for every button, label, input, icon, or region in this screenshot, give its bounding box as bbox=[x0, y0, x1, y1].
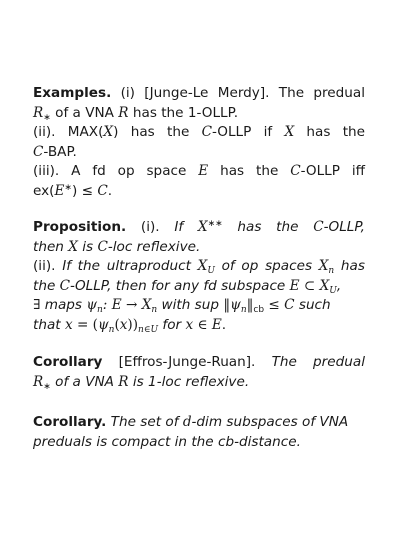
examples-line-3: (ii). MAX(X) has the C-OLLP if X has the bbox=[33, 124, 366, 141]
examples-line-5: (iii). A fd op space E has the C-OLLP iff bbox=[33, 163, 365, 180]
corollary-2-line-1: Corollary. The set of d-dim subspaces of VNA bbox=[33, 414, 349, 430]
corollary-1-block bbox=[33, 353, 365, 392]
proposition-heading: Proposition. bbox=[33, 219, 127, 235]
proposition-line-1: Proposition. (i). If X∗∗ has the C-OLLP, bbox=[33, 219, 366, 235]
examples-line-6: ex(E∗) ≤ C. bbox=[33, 182, 113, 199]
corollary-1-line-1: Corollary [Effros-Junge-Ruan]. The predual bbox=[33, 354, 365, 370]
proposition-line-6: that $x = (\psi_n(x))_{n\in U}$ for x ∈ E. bbox=[33, 316, 227, 335]
citation-junge-le-merdy: [Junge-Le Merdy]. bbox=[144, 85, 270, 101]
citation-effros-junge-ruan: [Effros-Junge-Ruan]. bbox=[118, 354, 256, 370]
examples-line-1: Examples. (i) [Junge-Le Merdy]. The predual bbox=[33, 85, 365, 101]
examples-line-4: C-BAP. bbox=[33, 143, 77, 160]
corollary-2-block bbox=[33, 413, 365, 452]
corollary-1-line-2: $R_∗$ of a VNA R is 1-loc reflexive. bbox=[33, 373, 250, 392]
corollary-2-heading: Corollary. bbox=[33, 414, 107, 430]
corollary-2-line-2: preduals is compact in the cb-distance. bbox=[33, 433, 301, 450]
proposition-block bbox=[33, 218, 365, 336]
examples-heading: Examples. bbox=[33, 85, 112, 101]
proposition-line-2: then X is C-loc reflexive. bbox=[33, 238, 201, 255]
examples-block bbox=[33, 84, 365, 202]
proposition-line-3: (ii). If the ultraproduct $X_U$ of op spaces $X_n$ has bbox=[33, 258, 365, 277]
examples-line-2: $R_∗$ of a VNA R has the 1-OLLP. bbox=[33, 104, 239, 123]
proposition-line-5: ∃ maps $\psi_n$: $E \to X_n$ with sup $‖\psi_n‖_{cb} \le C$ such bbox=[33, 297, 331, 316]
proposition-line-4: the C-OLLP, then for any fd subspace E ⊂ $X_U$, bbox=[33, 277, 342, 296]
corollary-1-heading: Corollary bbox=[33, 354, 103, 370]
